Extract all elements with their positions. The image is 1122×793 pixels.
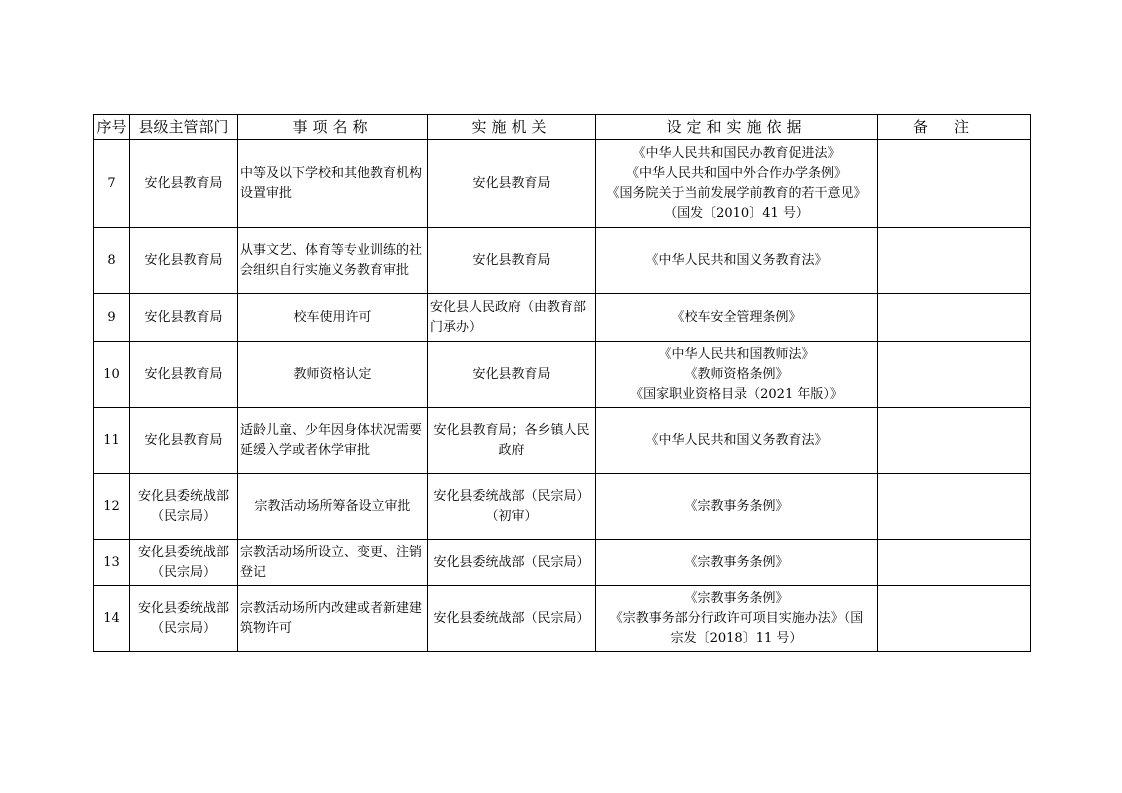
- basis-line: （国发〔2010〕41 号）: [664, 205, 809, 221]
- basis-line: 《中华人民共和国中外合作办学条例》: [625, 165, 847, 181]
- row-note: [878, 408, 1031, 474]
- row-basis: [596, 540, 878, 586]
- row-dept: 安化县教育局: [130, 228, 238, 294]
- row-note: [878, 586, 1031, 652]
- row-dept: 安化县教育局: [130, 342, 238, 408]
- row-basis: [596, 408, 878, 474]
- row-basis: [596, 474, 878, 540]
- row-agency: 安化县教育局: [428, 228, 596, 294]
- basis-line: 《宗教事务条例》: [684, 498, 789, 514]
- header-note: 备注: [878, 115, 1031, 140]
- table-row: [94, 228, 1031, 294]
- row-agency: 安化县教育局: [428, 342, 596, 408]
- row-item: 教师资格认定: [238, 342, 428, 408]
- basis-line: 《中华人民共和国教师法》: [658, 346, 815, 362]
- row-dept: 安化县委统战部（民宗局）: [130, 586, 238, 652]
- row-note: [878, 294, 1031, 342]
- row-item: 宗教活动场所内改建或者新建建筑物许可: [238, 586, 428, 652]
- basis-line: 《教师资格条例》: [684, 366, 789, 382]
- basis-line: 《国务院关于当前发展学前教育的若干意见》: [606, 185, 867, 201]
- row-item: 适龄儿童、少年因身体状况需要延缓入学或者休学审批: [238, 408, 428, 474]
- table-row: [94, 474, 1031, 540]
- row-note: [878, 228, 1031, 294]
- header-dept: 县级主管部门: [130, 115, 238, 140]
- table-row: [94, 342, 1031, 408]
- row-agency: 安化县委统战部（民宗局）: [428, 586, 596, 652]
- header-item: 事项名称: [238, 115, 428, 140]
- row-seq: 8: [94, 228, 130, 294]
- basis-line: 《校车安全管理条例》: [671, 309, 802, 325]
- row-agency: 安化县委统战部（民宗局）: [428, 540, 596, 586]
- row-item: 从事文艺、体育等专业训练的社会组织自行实施义务教育审批: [238, 228, 428, 294]
- header-row: [94, 115, 1031, 140]
- row-dept: 安化县委统战部（民宗局）: [130, 474, 238, 540]
- header-agency: 实施机关: [428, 115, 596, 140]
- row-seq: 7: [94, 140, 130, 228]
- row-basis: [596, 342, 878, 408]
- row-item: 宗教活动场所筹备设立审批: [238, 474, 428, 540]
- basis-line: 《中华人民共和国义务教育法》: [645, 432, 828, 448]
- row-item: 宗教活动场所设立、变更、注销登记: [238, 540, 428, 586]
- table-row: [94, 408, 1031, 474]
- permit-table: [93, 114, 1031, 652]
- row-seq: 10: [94, 342, 130, 408]
- table-row: [94, 586, 1031, 652]
- basis-line: 《中华人民共和国民办教育促进法》: [632, 145, 841, 161]
- table-row: [94, 540, 1031, 586]
- row-agency: 安化县人民政府（由教育部门承办）: [428, 294, 596, 342]
- header-basis: 设定和实施依据: [596, 115, 878, 140]
- row-note: [878, 540, 1031, 586]
- row-item: 中等及以下学校和其他教育机构设置审批: [238, 140, 428, 228]
- row-note: [878, 474, 1031, 540]
- row-note: [878, 342, 1031, 408]
- row-seq: 14: [94, 586, 130, 652]
- row-dept: 安化县教育局: [130, 294, 238, 342]
- row-agency: 安化县委统战部（民宗局）（初审）: [428, 474, 596, 540]
- row-note: [878, 140, 1031, 228]
- row-basis: [596, 294, 878, 342]
- row-basis: [596, 586, 878, 652]
- basis-line: 《中华人民共和国义务教育法》: [645, 252, 828, 268]
- row-agency: 安化县教育局: [428, 140, 596, 228]
- basis-line: 《宗教事务部分行政许可项目实施办法》（国: [609, 610, 864, 626]
- table-row: [94, 140, 1031, 228]
- table-row: [94, 294, 1031, 342]
- row-seq: 12: [94, 474, 130, 540]
- row-seq: 11: [94, 408, 130, 474]
- row-basis: [596, 228, 878, 294]
- basis-line: 《国家职业资格目录（2021 年版）》: [630, 386, 843, 402]
- row-seq: 13: [94, 540, 130, 586]
- row-agency: 安化县教育局；各乡镇人民政府: [428, 408, 596, 474]
- row-basis: [596, 140, 878, 228]
- row-dept: 安化县委统战部（民宗局）: [130, 540, 238, 586]
- row-seq: 9: [94, 294, 130, 342]
- basis-line: 《宗教事务条例》: [684, 554, 789, 570]
- basis-line: 宗发〔2018〕11 号）: [670, 630, 803, 646]
- row-dept: 安化县教育局: [130, 408, 238, 474]
- row-item: 校车使用许可: [238, 294, 428, 342]
- basis-line: 《宗教事务条例》: [684, 590, 789, 606]
- header-seq: 序号: [94, 115, 130, 140]
- row-dept: 安化县教育局: [130, 140, 238, 228]
